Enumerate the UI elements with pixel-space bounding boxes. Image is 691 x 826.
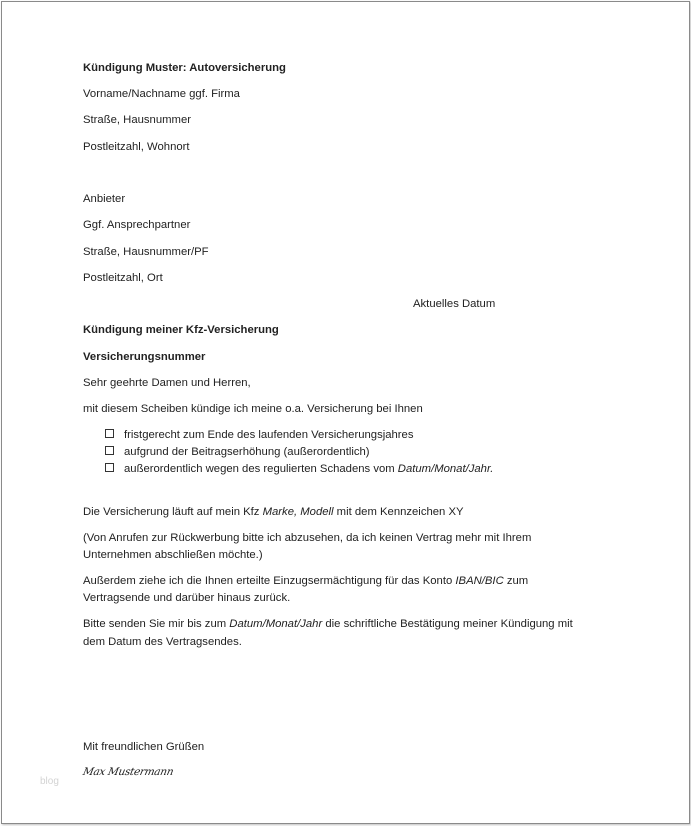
document-title: Kündigung Muster: Autoversicherung: [83, 62, 286, 74]
debit-line-2: Vertragsende und darüber hinaus zurück.: [83, 592, 291, 604]
option-row: [105, 428, 414, 442]
debit-text-end: zum: [503, 575, 529, 587]
debit-line-1: [83, 574, 528, 588]
confirm-date-placeholder: Datum/Monat/Jahr: [229, 618, 323, 630]
confirm-text: Bitte senden Sie mir bis zum: [83, 618, 230, 630]
option-row: [105, 462, 493, 476]
iban-placeholder: IBAN/BIC: [455, 575, 504, 587]
option-row: [105, 445, 370, 459]
intro-text: mit diesem Scheiben kündige ich meine o.a. Versicherung bei Ihnen: [83, 403, 423, 415]
recipient-provider: Anbieter: [83, 193, 126, 205]
checkbox[interactable]: [105, 429, 114, 438]
subject-line: Kündigung meiner Kfz-Versicherung: [83, 324, 279, 336]
closing: Mit freundlichen Grüßen: [83, 741, 205, 753]
checkbox[interactable]: [105, 463, 114, 472]
letter-date: Aktuelles Datum: [413, 298, 496, 310]
vehicle-line: [83, 505, 464, 519]
option-label: fristgerecht zum Ende des laufenden Versicherungsjahres: [124, 429, 414, 441]
vehicle-plate-text: mit dem Kennzeichen XY: [333, 506, 464, 518]
confirm-line-2: dem Datum des Vertragsendes.: [83, 636, 242, 648]
salutation: Sehr geehrte Damen und Herren,: [83, 377, 251, 389]
vehicle-text: Die Versicherung läuft auf mein Kfz: [83, 506, 263, 518]
option-date-placeholder: Datum/Monat/Jahr.: [397, 463, 494, 475]
signature: Max Mustermann: [81, 766, 175, 778]
option-label: außerordentlich wegen des regulierten Schadens vom: [124, 463, 398, 475]
letter-page: [1, 1, 690, 824]
no-calls-line-2: Unternehmen abschließen möchte.): [83, 549, 263, 561]
recipient-city: Postleitzahl, Ort: [83, 272, 163, 284]
checkbox[interactable]: [105, 446, 114, 455]
debit-text: Außerdem ziehe ich die Ihnen erteilte Einzugsermächtigung für das Konto: [83, 575, 456, 587]
no-calls-line-1: (Von Anrufen zur Rückwerbung bitte ich abzusehen, da ich keinen Vertrag mehr mit Ihrem: [83, 532, 532, 544]
sender-city: Postleitzahl, Wohnort: [83, 141, 190, 153]
sender-name: Vorname/Nachname ggf. Firma: [83, 88, 240, 100]
option-label: aufgrund der Beitragserhöhung (außerordentlich): [124, 446, 370, 458]
policy-number: Versicherungsnummer: [83, 351, 206, 363]
confirm-text-end: die schriftliche Bestätigung meiner Kündigung mit: [322, 618, 573, 630]
recipient-contact: Ggf. Ansprechpartner: [83, 219, 191, 231]
confirm-line-1: [83, 617, 573, 631]
watermark: blog: [40, 776, 59, 787]
sender-street: Straße, Hausnummer: [83, 114, 191, 126]
vehicle-model-placeholder: Marke, Modell: [262, 506, 334, 518]
recipient-street: Straße, Hausnummer/PF: [83, 246, 209, 258]
